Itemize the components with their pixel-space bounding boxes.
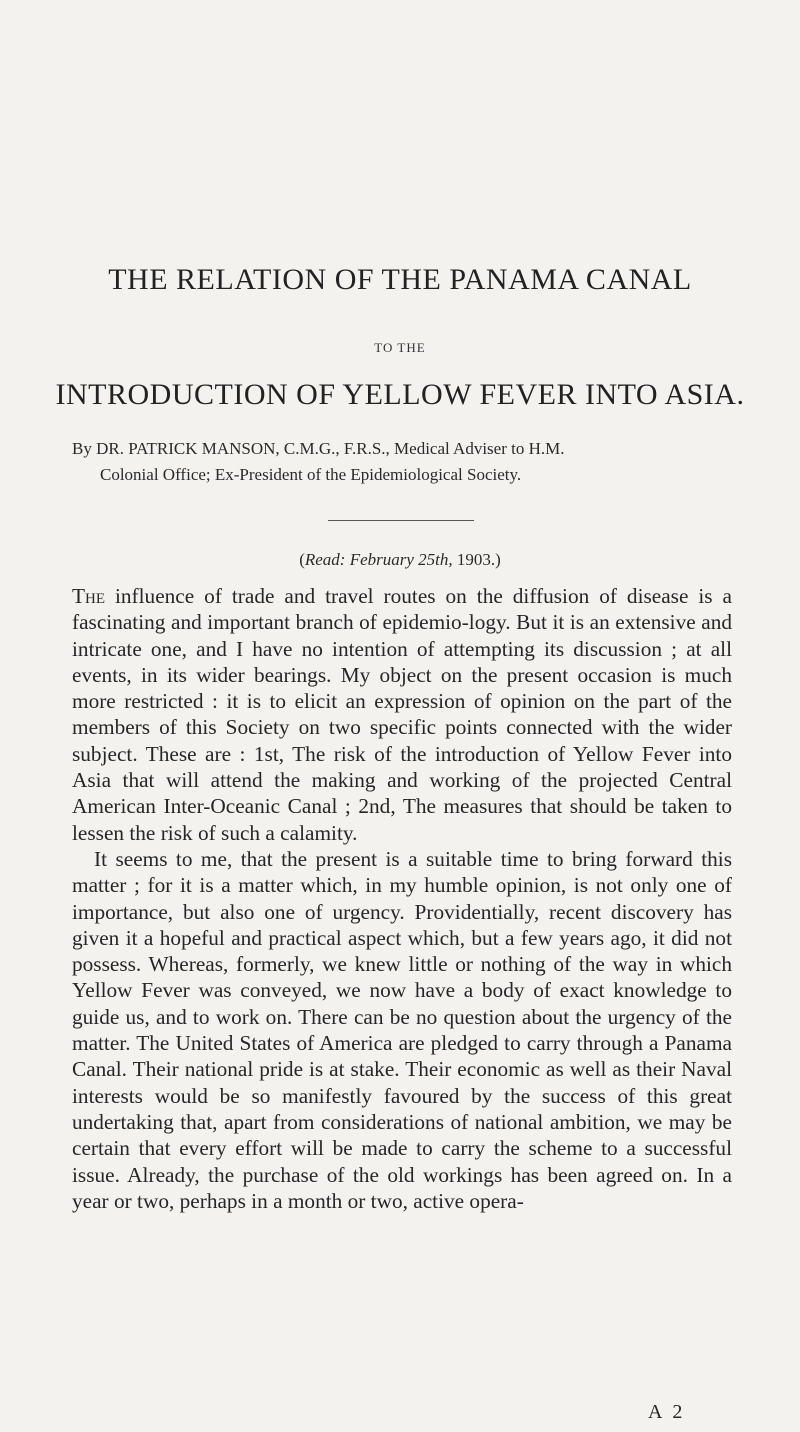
paragraph-2: It seems to me, that the present is a suitable time to bring forward this matter ; for it is a matter which, in my humble opinion, is not only one of importance, but also one of urgency. Providentially, recent discovery has given it a hopeful and practical aspect which, but a few years ago, it did not possess. Whereas, formerly, we knew little or nothing of the way in which Yellow Fever was conveyed, we now have a body of exact knowledge to guide us, and to work on. There can be no question about the urgency of the matter. The United States of America are pledged to carry through a Panama Canal. Their national pride is at stake. Their economic as well as their Naval interests would be so manifestly favoured by the success of this great undertaking that, apart from considerations of national ambition, we may be certain that every effort will be made to carry the scheme to a successful issue. Already, the purchase of the old workings has been agreed on. In a year or two, perhaps in a month or two, active opera- [72,846,732,1213]
author-byline-line-1: By DR. PATRICK MANSON, C.M.G., F.R.S., Medical Adviser to H.M. [72,439,565,458]
title-line-1: THE RELATION OF THE PANAMA CANAL [108,263,692,296]
article-body [72,583,732,1214]
read-date-day: February 25th, [349,550,453,569]
signature-mark: A 2 [648,1401,686,1423]
separator-rule [328,520,474,521]
author-byline-line-2: Colonial Office; Ex-President of the Epidemiological Society. [100,465,522,484]
title-line-2: INTRODUCTION OF YELLOW FEVER INTO ASIA. [55,378,745,411]
paragraph-1-lead: The [72,584,106,608]
read-date-label: Read: [304,550,346,569]
read-date-year: 1903.) [456,550,501,569]
paragraph-1 [72,583,732,846]
read-date [0,550,800,570]
read-date-open: ( [299,550,305,569]
title-connector: TO THE [374,340,426,355]
paragraph-1-text: influence of trade and travel routes on the diffusion of disease is a fascinating and important branch of epidemio-logy. But it is an extensive and intricate one, and I have no intention of attempting its discussion ; at all events, in its wider bearings. My object on the present occasion is much more restricted : it is to elicit an expression of opinion on the part of the members of this Society on two specific points connected with the wider subject. These are : 1st, The risk of the introduction of Yellow Fever into Asia that will attend the making and working of the projected Central American Inter-Oceanic Canal ; 2nd, The measures that should be taken to lessen the risk of such a calamity. [72,584,732,845]
